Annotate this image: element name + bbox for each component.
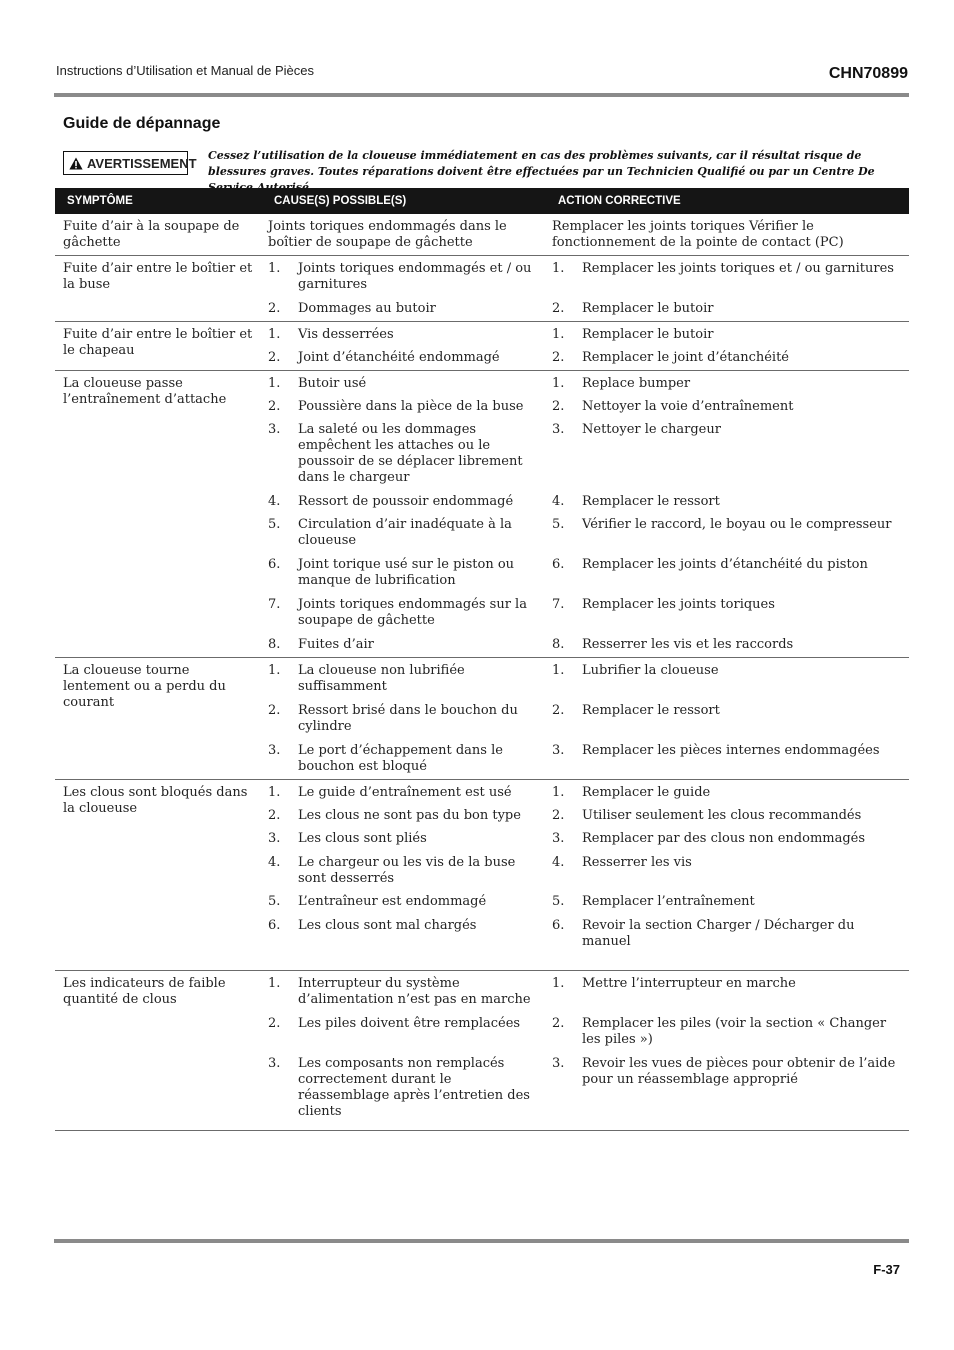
action-number: 1. — [552, 663, 565, 678]
action-text: Nettoyer la voie d’entraînement — [582, 399, 794, 414]
cause-number: 8. — [268, 637, 281, 652]
action-number: 3. — [552, 743, 565, 758]
cause-item — [268, 301, 546, 317]
cause-number: 3. — [268, 422, 281, 437]
troubleshooting-table — [55, 188, 909, 1131]
action-cell — [546, 256, 909, 322]
action-number: 3. — [552, 1056, 565, 1071]
cause-item — [268, 637, 546, 653]
column-header-action: ACTION CORRECTIVE — [546, 188, 909, 214]
table-row — [55, 256, 909, 322]
action-text: Remplacer le guide — [582, 785, 711, 800]
cause-item — [268, 855, 546, 887]
cause-item — [268, 1016, 546, 1048]
action-number: 2. — [552, 1016, 565, 1031]
action-number: 1. — [552, 327, 565, 342]
cause-text: Les composants non remplacés correctement durant le réassemblage après l’entretien des clients — [298, 1056, 530, 1119]
action-cell — [546, 658, 909, 780]
action-item — [552, 808, 909, 824]
action-number: 4. — [552, 494, 565, 509]
cause-item — [268, 219, 546, 251]
warning-label-box — [63, 151, 197, 175]
cause-number: 3. — [268, 743, 281, 758]
action-item — [552, 422, 909, 486]
warning-text: Cessez l’utilisation de la cloueuse immédiatement en cas des problèmes suivants, car il résultat risque de blessures graves. Toutes réparations doivent être effectuées par un Technicien Qualifié ou par un Centre De — [208, 149, 875, 178]
footer-rule — [54, 1239, 909, 1243]
action-number: 6. — [552, 918, 565, 933]
cause-number: 2. — [268, 301, 281, 316]
action-text: Remplacer les joints toriques Vérifier le fonctionnement de la pointe de contact (PC) — [552, 219, 844, 250]
cause-item — [268, 261, 546, 293]
action-item — [552, 743, 909, 775]
action-text: Mettre l’interrupteur en marche — [582, 976, 796, 991]
cause-number: 1. — [268, 327, 281, 342]
warning-triangle-icon — [69, 157, 83, 170]
cause-text: La cloueuse non lubrifiée suffisamment — [298, 663, 465, 694]
cause-text: Le port d’échappement dans le bouchon est bloqué — [298, 743, 503, 774]
action-item — [552, 494, 909, 510]
action-item — [552, 597, 909, 629]
cause-item — [268, 597, 546, 629]
action-item — [552, 399, 909, 415]
cause-cell — [262, 971, 546, 1131]
column-header-symptom: SYMPTÔME — [55, 188, 262, 214]
action-item — [552, 1056, 909, 1120]
cause-number: 3. — [268, 831, 281, 846]
action-text: Remplacer les joints toriques et / ou garnitures — [582, 261, 894, 276]
symptom-cell: La cloueuse passe l’entraînement d’attache — [55, 371, 262, 658]
manual-title: Instructions d’Utilisation et Manual de Pièces — [56, 63, 314, 78]
action-text: Resserrer les vis et les raccords — [582, 637, 794, 652]
action-item — [552, 831, 909, 847]
cause-text: Les clous ne sont pas du bon type — [298, 808, 521, 823]
action-item — [552, 1016, 909, 1048]
cause-number: 3. — [268, 1056, 281, 1071]
cause-item — [268, 350, 546, 366]
action-number: 7. — [552, 597, 565, 612]
action-item — [552, 301, 909, 317]
action-number: 1. — [552, 785, 565, 800]
cause-cell — [262, 322, 546, 371]
table-row — [55, 780, 909, 971]
cause-text: Joints toriques endommagés sur la soupape de gâchette — [298, 597, 527, 628]
cause-item — [268, 399, 546, 415]
cause-item — [268, 831, 546, 847]
cause-text: Le chargeur ou les vis de la buse sont desserrés — [298, 855, 516, 886]
cause-number: 2. — [268, 703, 281, 718]
action-item — [552, 376, 909, 392]
warning-label: AVERTISSEMENT — [87, 155, 197, 171]
table-row — [55, 322, 909, 371]
cause-text: Butoir usé — [298, 376, 367, 391]
header-rule — [54, 93, 909, 97]
table-header-row — [55, 188, 909, 214]
cause-item — [268, 494, 546, 510]
cause-item — [268, 894, 546, 910]
action-number: 6. — [552, 557, 565, 572]
cause-text: Les clous sont pliés — [298, 831, 427, 846]
action-number: 1. — [552, 976, 565, 991]
action-number: 3. — [552, 831, 565, 846]
cause-number: 4. — [268, 855, 281, 870]
cause-cell — [262, 371, 546, 658]
cause-number: 2. — [268, 808, 281, 823]
action-item — [552, 663, 909, 695]
cause-text: Dommages au butoir — [298, 301, 436, 316]
cause-number: 5. — [268, 517, 281, 532]
cause-number: 1. — [268, 785, 281, 800]
action-number: 3. — [552, 422, 565, 437]
cause-text: Joints toriques endommagés et / ou garnitures — [298, 261, 532, 292]
action-item — [552, 557, 909, 589]
cause-number: 7. — [268, 597, 281, 612]
cause-text: Interrupteur du système d’alimentation n’est pas en marche — [298, 976, 531, 1007]
cause-number: 1. — [268, 976, 281, 991]
cause-cell — [262, 780, 546, 971]
cause-number: 1. — [268, 261, 281, 276]
action-text: Utiliser seulement les clous recommandés — [582, 808, 862, 823]
action-cell — [546, 971, 909, 1131]
action-number: 4. — [552, 855, 565, 870]
cause-number: 5. — [268, 894, 281, 909]
action-cell — [546, 780, 909, 971]
table-row — [55, 214, 909, 256]
cause-number: 6. — [268, 557, 281, 572]
cause-text: Les piles doivent être remplacées — [298, 1016, 521, 1031]
action-text: Remplacer les joints d’étanchéité du piston — [582, 557, 868, 572]
cause-number: 2. — [268, 350, 281, 365]
cause-item — [268, 557, 546, 589]
symptom-cell: Les indicateurs de faible quantité de clous — [55, 971, 262, 1131]
action-cell — [546, 322, 909, 371]
symptom-cell: La cloueuse tourne lentement ou a perdu du courant — [55, 658, 262, 780]
cause-text: La saleté ou les dommages empêchent les attaches ou le poussoir de se déplacer librement dans le chargeur — [298, 422, 523, 485]
action-number: 8. — [552, 637, 565, 652]
action-number: 2. — [552, 808, 565, 823]
action-text: Revoir la section Charger / Décharger du manuel — [582, 918, 855, 949]
action-number: 2. — [552, 703, 565, 718]
action-text: Remplacer le butoir — [582, 327, 714, 342]
table-row — [55, 658, 909, 780]
action-item — [552, 261, 909, 293]
cause-item — [268, 327, 546, 343]
symptom-cell: Les clous sont bloqués dans la cloueuse — [55, 780, 262, 971]
action-text: Remplacer l’entraînement — [582, 894, 755, 909]
action-text: Remplacer le joint d’étanchéité — [582, 350, 790, 365]
cause-number: 1. — [268, 376, 281, 391]
cause-text: Les clous sont mal chargés — [298, 918, 477, 933]
cause-item — [268, 743, 546, 775]
action-number: 5. — [552, 517, 565, 532]
table-body — [55, 214, 909, 1131]
action-item — [552, 703, 909, 735]
cause-text: Joint d’étanchéité endommagé — [298, 350, 500, 365]
action-cell — [546, 214, 909, 256]
action-text: Remplacer le ressort — [582, 494, 720, 509]
action-text: Lubrifier la cloueuse — [582, 663, 719, 678]
action-text: Replace bumper — [582, 376, 691, 391]
cause-item — [268, 517, 546, 549]
action-text: Remplacer le butoir — [582, 301, 714, 316]
action-text: Remplacer les pièces internes endommagées — [582, 743, 880, 758]
symptom-cell: Fuite d’air entre le boîtier et la buse — [55, 256, 262, 322]
action-text: Remplacer les piles (voir la section « Changer les piles ») — [582, 1016, 887, 1047]
action-item — [552, 918, 909, 950]
cause-item — [268, 918, 546, 950]
cause-item — [268, 422, 546, 486]
cause-text: Fuites d’air — [298, 637, 374, 652]
cause-text: Vis desserrées — [298, 327, 394, 342]
cause-number: 2. — [268, 1016, 281, 1031]
model-number: CHN70899 — [828, 65, 908, 82]
cause-cell — [262, 256, 546, 322]
cause-item — [268, 1056, 546, 1120]
cause-number: 4. — [268, 494, 281, 509]
cause-text: Circulation d’air inadéquate à la cloueuse — [298, 517, 512, 548]
action-number: 2. — [552, 301, 565, 316]
cause-cell — [262, 658, 546, 780]
action-item — [552, 785, 909, 801]
action-number: 5. — [552, 894, 565, 909]
action-text: Remplacer le ressort — [582, 703, 720, 718]
action-text: Revoir les vues de pièces pour obtenir de l’aide pour un réassemblage approprié — [582, 1056, 896, 1087]
action-item — [552, 976, 909, 1008]
cause-text: Le guide d’entraînement est usé — [298, 785, 512, 800]
cause-number: 2. — [268, 399, 281, 414]
action-item — [552, 637, 909, 653]
action-text: Remplacer par des clous non endommagés — [582, 831, 866, 846]
action-item — [552, 219, 909, 251]
cause-item — [268, 663, 546, 695]
action-number: 2. — [552, 350, 565, 365]
cause-item — [268, 976, 546, 1008]
cause-text: Ressort brisé dans le bouchon du cylindre — [298, 703, 518, 734]
cause-item — [268, 703, 546, 735]
cause-text: Joint torique usé sur le piston ou manque de lubrification — [298, 557, 515, 588]
action-number: 1. — [552, 261, 565, 276]
cause-text: Ressort de poussoir endommagé — [298, 494, 514, 509]
action-item — [552, 517, 909, 549]
action-item — [552, 855, 909, 887]
action-item — [552, 894, 909, 910]
cause-item — [268, 376, 546, 392]
section-title: Guide de dépannage — [63, 115, 221, 132]
cause-item — [268, 785, 546, 801]
cause-text: Joints toriques endommagés dans le boîtier de soupape de gâchette — [268, 219, 507, 250]
page-number: F-37 — [873, 1262, 900, 1277]
action-item — [552, 350, 909, 366]
action-text: Remplacer les joints toriques — [582, 597, 775, 612]
action-text: Nettoyer le chargeur — [582, 422, 721, 437]
column-header-cause: CAUSE(S) POSSIBLE(S) — [262, 188, 546, 214]
cause-number: 6. — [268, 918, 281, 933]
cause-item — [268, 808, 546, 824]
cause-cell — [262, 214, 546, 256]
action-item — [552, 327, 909, 343]
cause-number: 1. — [268, 663, 281, 678]
table-row — [55, 371, 909, 658]
action-cell — [546, 371, 909, 658]
cause-text: L’entraîneur est endommagé — [298, 894, 487, 909]
action-number: 1. — [552, 376, 565, 391]
symptom-cell: Fuite d’air à la soupape de gâchette — [55, 214, 262, 256]
action-text: Vérifier le raccord, le boyau ou le compresseur — [582, 517, 892, 532]
table-row — [55, 971, 909, 1131]
symptom-cell: Fuite d’air entre le boîtier et le chapeau — [55, 322, 262, 371]
action-number: 2. — [552, 399, 565, 414]
action-text: Resserrer les vis — [582, 855, 692, 870]
cause-text: Poussière dans la pièce de la buse — [298, 399, 524, 414]
